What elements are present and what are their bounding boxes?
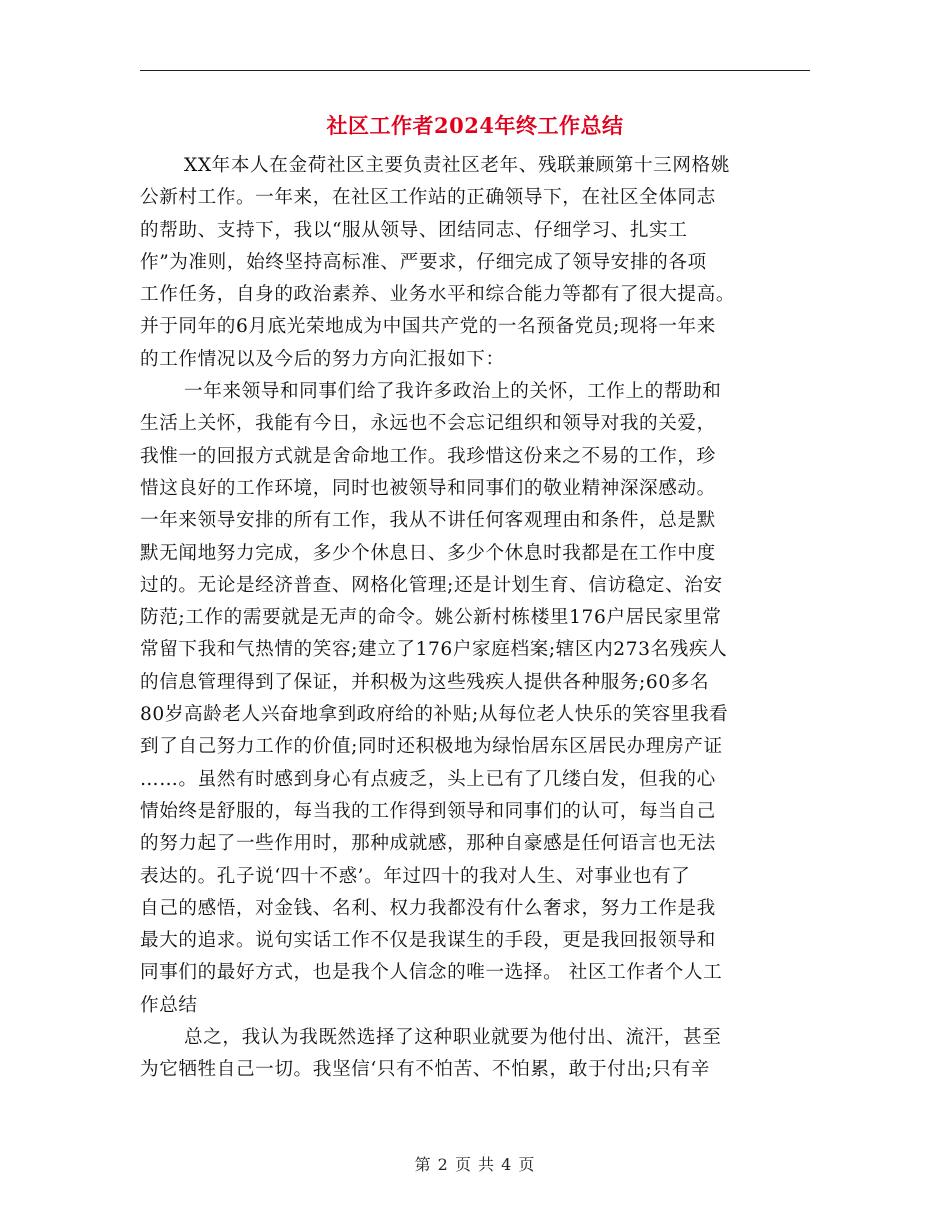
body-line: ……。虽然有时感到身心有点疲乏，头上已有了几缕白发，但我的心 [140,768,716,790]
body-line: 过的。无论是经济普查、网格化管理;还是计划生育、信访稳定、治安 [140,574,723,596]
body-line: 惜这良好的工作环境，同时也被领导和同事们的敬业精神深深感动。 [140,477,716,499]
body-line: XX年本人在金荷社区主要负责社区老年、残联兼顾第十三网格姚 [184,155,730,176]
body-line: 最大的追求。说句实话工作不仅是我谋生的手段，更是我回报领导和 [140,930,716,952]
body-line: 工作任务，自身的政治素养、业务水平和综合能力等都有了很大提高。 [140,284,736,306]
body-line: 公新村工作。一年来，在社区工作站的正确领导下，在社区全体同志 [140,187,716,209]
body-line: 的努力起了一些作用时，那种成就感，那种自豪感是任何语言也无法 [140,833,716,855]
body-line: 默无闻地努力完成，多少个休息日、多少个休息时我都是在工作中度 [140,542,716,564]
body-line: 的工作情况以及今后的努力方向汇报如下： [140,348,505,370]
body-line: 表达的。孔子说‘四十不惑’。年过四十的我对人生、对事业也有了 [140,865,691,887]
body-line: 并于同年的6月底光荣地成为中国共产党的一名预备党员;现将一年来 [140,316,716,338]
page-number-footer: 第 2 页 共 4 页 [414,1155,536,1174]
document-body [140,150,805,1087]
body-line: 的帮助、支持下，我以“服从领导、团结同志、仔细学习、扎实工 [140,219,688,241]
header-rule [140,70,810,71]
body-line: 一年来领导安排的所有工作，我从不讲任何客观理由和条件，总是默 [140,510,716,532]
body-line: 防范;工作的需要就是无声的命令。姚公新村栋楼里176户居民家里常 [140,607,722,629]
body-line: 常留下我和气热情的笑容;建立了176户家庭档案;辖区内273名残疾人 [140,639,728,661]
body-line: 一年来领导和同事们给了我许多政治上的关怀，工作上的帮助和 [184,381,722,403]
body-line: 80岁高龄老人兴奋地拿到政府给的补贴;从每位老人快乐的笑容里我看 [140,704,729,726]
body-line: 生活上关怀，我能有今日，永远也不会忘记组织和领导对我的关爱， [140,413,716,435]
body-line: 的信息管理得到了保证，并积极为这些残疾人提供各种服务;60多名 [140,671,710,693]
document-title: 社区工作者2024年终工作总结 [326,113,624,138]
body-line: 自己的感悟，对金钱、名利、权力我都没有什么奢求，努力工作是我 [140,897,716,919]
body-line: 情始终是舒服的，每当我的工作得到领导和同事们的认可，每当自己 [140,800,716,822]
body-line: 作”为准则，始终坚持高标准、严要求，仔细完成了领导安排的各项 [140,251,707,273]
body-line: 总之，我认为我既然选择了这种职业就要为他付出、流汗，甚至 [184,1027,722,1049]
body-line: 为它牺牲自己一切。我坚信‘只有不怕苦、不怕累，敢于付出;只有辛 [140,1059,710,1081]
body-line: 作总结 [140,994,198,1016]
body-line: 我惟一的回报方式就是舍命地工作。我珍惜这份来之不易的工作，珍 [140,445,716,467]
body-line: 到了自己努力工作的价值;同时还积极地为绿怡居东区居民办理房产证 [140,736,723,758]
body-line: 同事们的最好方式，也是我个人信念的唯一选择。 社区工作者个人工 [140,962,723,984]
